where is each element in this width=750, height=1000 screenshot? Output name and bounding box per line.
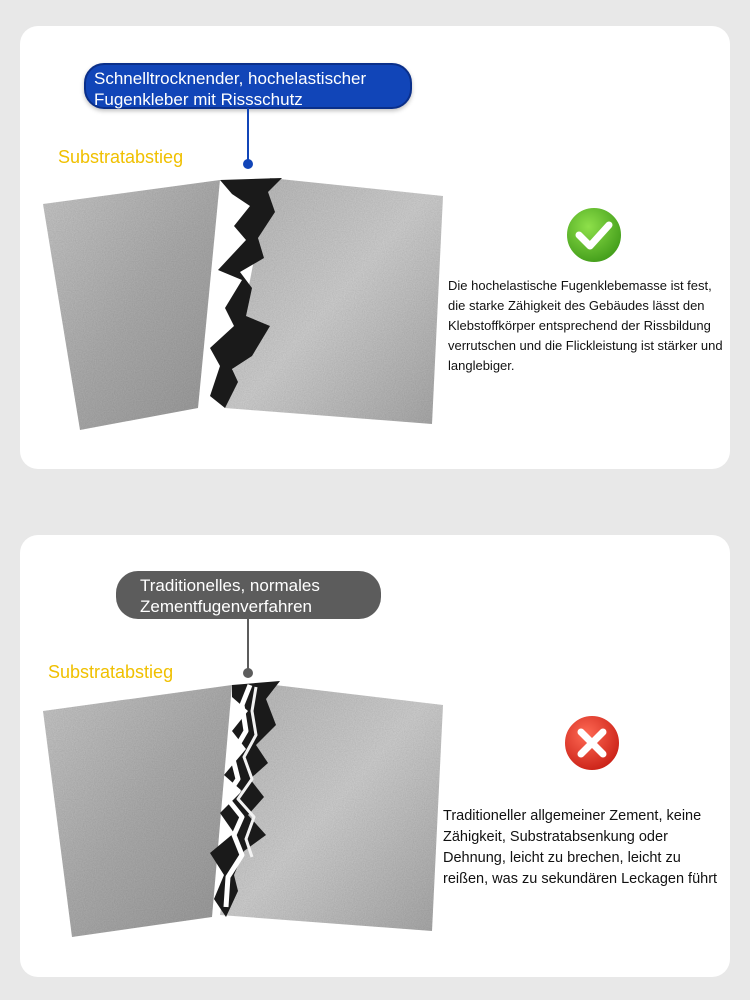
product-label-line1: Traditionelles, normales (140, 576, 320, 595)
substrate-label: Substratabstieg (58, 147, 184, 167)
product-label-line2: Zementfugenverfahren (140, 597, 312, 616)
slab-left (43, 685, 232, 937)
pointer-dot (243, 159, 253, 169)
description-text: Traditioneller allgemeiner Zement, keine Zähigkeit, Substratabsenkung oder Dehnung, leicht zu brechen, leicht zu reißen, was zu sekundären Leckagen führt (443, 808, 718, 887)
cracked-slab-illustration (20, 535, 730, 977)
cross-icon (562, 713, 622, 773)
product-label-line1: Schnelltrocknender, hochelastischer (94, 69, 367, 88)
description-text: Die hochelastische Fugenklebemasse ist fest, die starke Zähigkeit des Gebäudes lässt den Klebstoffkörper entsprechend der Rissbildung verrutschen und die Flickleistung ist stärker und langlebiger. (448, 278, 723, 373)
check-badge (564, 205, 624, 270)
comparison-card-elastic (20, 26, 730, 469)
product-label-line2: Fugenkleber mit Rissschutz (94, 90, 303, 109)
substrate-label: Substratabstieg (48, 662, 174, 682)
check-icon (564, 205, 624, 265)
comparison-card-traditional (20, 535, 730, 977)
pointer-dot (243, 668, 253, 678)
cross-badge (562, 713, 622, 778)
slab-left (43, 180, 220, 430)
